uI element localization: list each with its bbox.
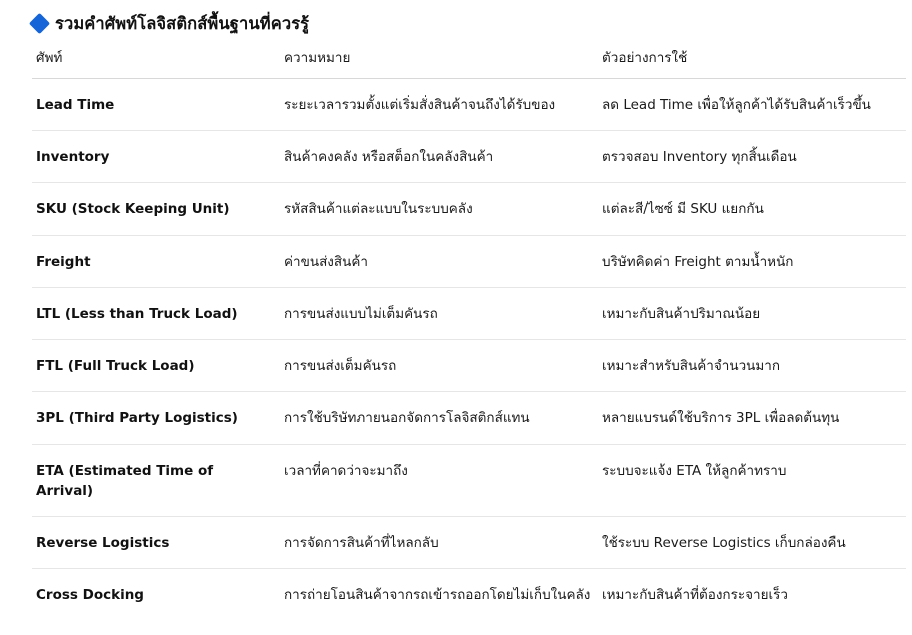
table-header: [32, 46, 906, 79]
cell-example: เหมาะกับสินค้าที่ต้องกระจายเร็ว: [602, 587, 788, 604]
cell-example: ตรวจสอบ Inventory ทุกสิ้นเดือน: [598, 131, 906, 183]
table-row: [32, 392, 906, 444]
cell-example: บริษัทคิดค่า Freight ตามน้ำหนัก: [598, 235, 906, 287]
cell-example: ใช้ระบบ Reverse Logistics เก็บกล่องคืน: [598, 517, 906, 569]
cell-meaning: การขนส่งเต็มคันรถ: [280, 340, 598, 392]
cell-meaning: การจัดการสินค้าที่ไหลกลับ: [280, 517, 598, 569]
cell-meaning: การขนส่งแบบไม่เต็มคันรถ: [280, 287, 598, 339]
cell-term: SKU (Stock Keeping Unit): [32, 183, 280, 235]
page-title-text: รวมคำศัพท์โลจิสติกส์พื้นฐานที่ควรรู้: [55, 14, 310, 33]
cell-term: Reverse Logistics: [32, 517, 280, 569]
table-body: [32, 78, 906, 620]
column-header-term: ศัพท์: [32, 46, 280, 79]
cell-term: Cross Docking: [36, 587, 144, 604]
table-header-row: [32, 46, 906, 79]
cell-meaning: การถ่ายโอนสินค้าจากรถเข้ารถออกโดยไม่เก็บในคลัง: [284, 587, 591, 604]
table-row: [32, 444, 906, 517]
logistics-glossary-table: [32, 46, 906, 621]
cell-term: 3PL (Third Party Logistics): [32, 392, 280, 444]
table-row: [32, 183, 906, 235]
blue-diamond-icon: [29, 13, 50, 34]
cell-meaning: ค่าขนส่งสินค้า: [280, 235, 598, 287]
cell-term: Freight: [32, 235, 280, 287]
cell-term: LTL (Less than Truck Load): [32, 287, 280, 339]
cell-example: เหมาะสำหรับสินค้าจำนวนมาก: [598, 340, 906, 392]
cell-meaning: เวลาที่คาดว่าจะมาถึง: [280, 444, 598, 517]
cell-example: ระบบจะแจ้ง ETA ให้ลูกค้าทราบ: [598, 444, 906, 517]
cell-example: ลด Lead Time เพื่อให้ลูกค้าได้รับสินค้าเร็วขึ้น: [598, 78, 906, 130]
table-row: [32, 340, 906, 392]
cell-example: เหมาะกับสินค้าปริมาณน้อย: [598, 287, 906, 339]
cell-term: Lead Time: [32, 78, 280, 130]
cell-meaning: ระยะเวลารวมตั้งแต่เริ่มสั่งสินค้าจนถึงได้รับของ: [280, 78, 598, 130]
cell-term: Inventory: [32, 131, 280, 183]
table-row: [32, 287, 906, 339]
table-row: [32, 131, 906, 183]
table-row: [32, 78, 906, 130]
cell-meaning: การใช้บริษัทภายนอกจัดการโลจิสติกส์แทน: [280, 392, 598, 444]
column-header-meaning: ความหมาย: [280, 46, 598, 79]
cell-example: หลายแบรนด์ใช้บริการ 3PL เพื่อลดต้นทุน: [598, 392, 906, 444]
cell-term: FTL (Full Truck Load): [32, 340, 280, 392]
table-row: [32, 235, 906, 287]
cell-meaning: สินค้าคงคลัง หรือสต็อกในคลังสินค้า: [280, 131, 598, 183]
cell-term: ETA (Estimated Time of Arrival): [32, 444, 280, 517]
page-title: [32, 14, 894, 34]
table-row: [32, 569, 906, 621]
table-row: [32, 517, 906, 569]
cell-meaning: รหัสสินค้าแต่ละแบบในระบบคลัง: [280, 183, 598, 235]
cell-example: แต่ละสี/ไซซ์ มี SKU แยกกัน: [598, 183, 906, 235]
column-header-example: ตัวอย่างการใช้: [598, 46, 906, 79]
